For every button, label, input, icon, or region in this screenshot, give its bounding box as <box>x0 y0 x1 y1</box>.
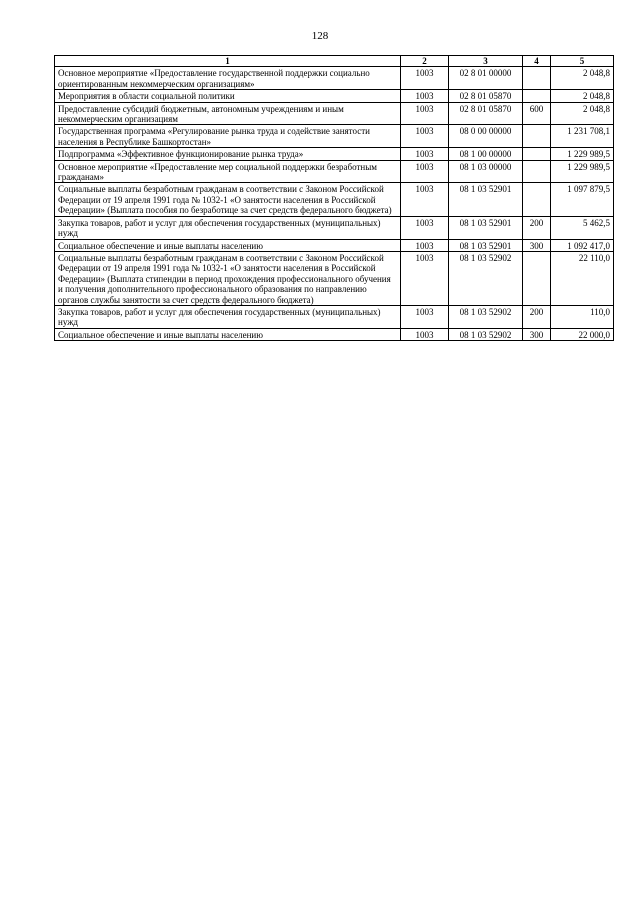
header-col-1: 1 <box>55 56 401 67</box>
cell-name: Предоставление субсидий бюджетным, автономным учреждениям и иным некоммерческим организациям <box>55 102 401 125</box>
cell-section: 1003 <box>401 160 449 183</box>
budget-table <box>54 55 614 341</box>
cell-name: Закупка товаров, работ и услуг для обеспечения государственных (муниципальных) нужд <box>55 216 401 239</box>
table-row <box>55 125 614 148</box>
cell-expense-type: 300 <box>523 239 551 251</box>
cell-expense-type <box>523 160 551 183</box>
cell-name: Социальное обеспечение и иные выплаты населению <box>55 239 401 251</box>
cell-amount: 1 097 879,5 <box>551 183 614 216</box>
cell-name: Подпрограмма «Эффективное функционирование рынка труда» <box>55 148 401 160</box>
cell-section: 1003 <box>401 216 449 239</box>
table-header <box>55 56 614 67</box>
cell-target-article: 08 1 03 52901 <box>449 216 523 239</box>
table-row <box>55 251 614 305</box>
cell-amount: 22 110,0 <box>551 251 614 305</box>
table-row <box>55 305 614 328</box>
cell-target-article: 08 1 03 52901 <box>449 239 523 251</box>
cell-target-article: 08 1 03 52901 <box>449 183 523 216</box>
header-col-5: 5 <box>551 56 614 67</box>
cell-expense-type: 600 <box>523 102 551 125</box>
cell-expense-type: 200 <box>523 305 551 328</box>
cell-target-article: 08 1 03 52902 <box>449 251 523 305</box>
cell-target-article: 02 8 01 05870 <box>449 90 523 102</box>
table-row <box>55 239 614 251</box>
cell-name: Основное мероприятие «Предоставление государственной поддержки социально ориентированным некоммерческим организациям» <box>55 67 401 90</box>
table-body <box>55 67 614 341</box>
cell-expense-type <box>523 251 551 305</box>
page-number: 128 <box>311 30 329 42</box>
cell-section: 1003 <box>401 239 449 251</box>
table-row <box>55 102 614 125</box>
cell-name: Закупка товаров, работ и услуг для обеспечения государственных (муниципальных) нужд <box>55 305 401 328</box>
header-row <box>55 56 614 67</box>
cell-expense-type <box>523 90 551 102</box>
cell-amount: 1 229 989,5 <box>551 148 614 160</box>
table-row <box>55 328 614 340</box>
cell-name: Основное мероприятие «Предоставление мер социальной поддержки безработным гражданам» <box>55 160 401 183</box>
cell-amount: 110,0 <box>551 305 614 328</box>
cell-target-article: 08 0 00 00000 <box>449 125 523 148</box>
cell-section: 1003 <box>401 125 449 148</box>
cell-section: 1003 <box>401 102 449 125</box>
cell-amount: 22 000,0 <box>551 328 614 340</box>
cell-section: 1003 <box>401 90 449 102</box>
cell-name: Государственная программа «Регулирование рынка труда и содействие занятости населения в Республике Башкортостан» <box>55 125 401 148</box>
cell-name: Социальные выплаты безработным гражданам в соответствии с Законом Российской Федерации от 19 апреля 1991 года № 1032-1 «О занятости населения в Российской Федерации» (Выплата стипендии в период прохождения профессионального обучения и получения дополнительного профессионального образования по направлению органов службы занятости за счет средств федерального бюджета) <box>55 251 401 305</box>
cell-expense-type <box>523 183 551 216</box>
cell-amount: 2 048,8 <box>551 67 614 90</box>
header-col-3: 3 <box>449 56 523 67</box>
table-row <box>55 216 614 239</box>
header-col-2: 2 <box>401 56 449 67</box>
cell-target-article: 08 1 03 00000 <box>449 160 523 183</box>
cell-section: 1003 <box>401 328 449 340</box>
table-row <box>55 148 614 160</box>
header-col-4: 4 <box>523 56 551 67</box>
table-row <box>55 90 614 102</box>
cell-name: Социальное обеспечение и иные выплаты населению <box>55 328 401 340</box>
cell-section: 1003 <box>401 67 449 90</box>
cell-name: Мероприятия в области социальной политики <box>55 90 401 102</box>
cell-amount: 1 231 708,1 <box>551 125 614 148</box>
cell-amount: 2 048,8 <box>551 102 614 125</box>
table-row <box>55 160 614 183</box>
cell-target-article: 02 8 01 05870 <box>449 102 523 125</box>
cell-expense-type <box>523 148 551 160</box>
cell-amount: 1 092 417,0 <box>551 239 614 251</box>
table-row <box>55 67 614 90</box>
cell-section: 1003 <box>401 148 449 160</box>
cell-section: 1003 <box>401 183 449 216</box>
cell-section: 1003 <box>401 305 449 328</box>
cell-target-article: 08 1 03 52902 <box>449 328 523 340</box>
cell-target-article: 08 1 00 00000 <box>449 148 523 160</box>
cell-amount: 5 462,5 <box>551 216 614 239</box>
cell-section: 1003 <box>401 251 449 305</box>
cell-name: Социальные выплаты безработным гражданам в соответствии с Законом Российской Федерации от 19 апреля 1991 года № 1032-1 «О занятости населения в Российской Федерации» (Выплата пособия по безработице за счет средств федерального бюджета) <box>55 183 401 216</box>
cell-amount: 2 048,8 <box>551 90 614 102</box>
cell-expense-type: 300 <box>523 328 551 340</box>
cell-target-article: 08 1 03 52902 <box>449 305 523 328</box>
cell-amount: 1 229 989,5 <box>551 160 614 183</box>
table-row <box>55 183 614 216</box>
cell-target-article: 02 8 01 00000 <box>449 67 523 90</box>
cell-expense-type <box>523 125 551 148</box>
cell-expense-type <box>523 67 551 90</box>
cell-expense-type: 200 <box>523 216 551 239</box>
